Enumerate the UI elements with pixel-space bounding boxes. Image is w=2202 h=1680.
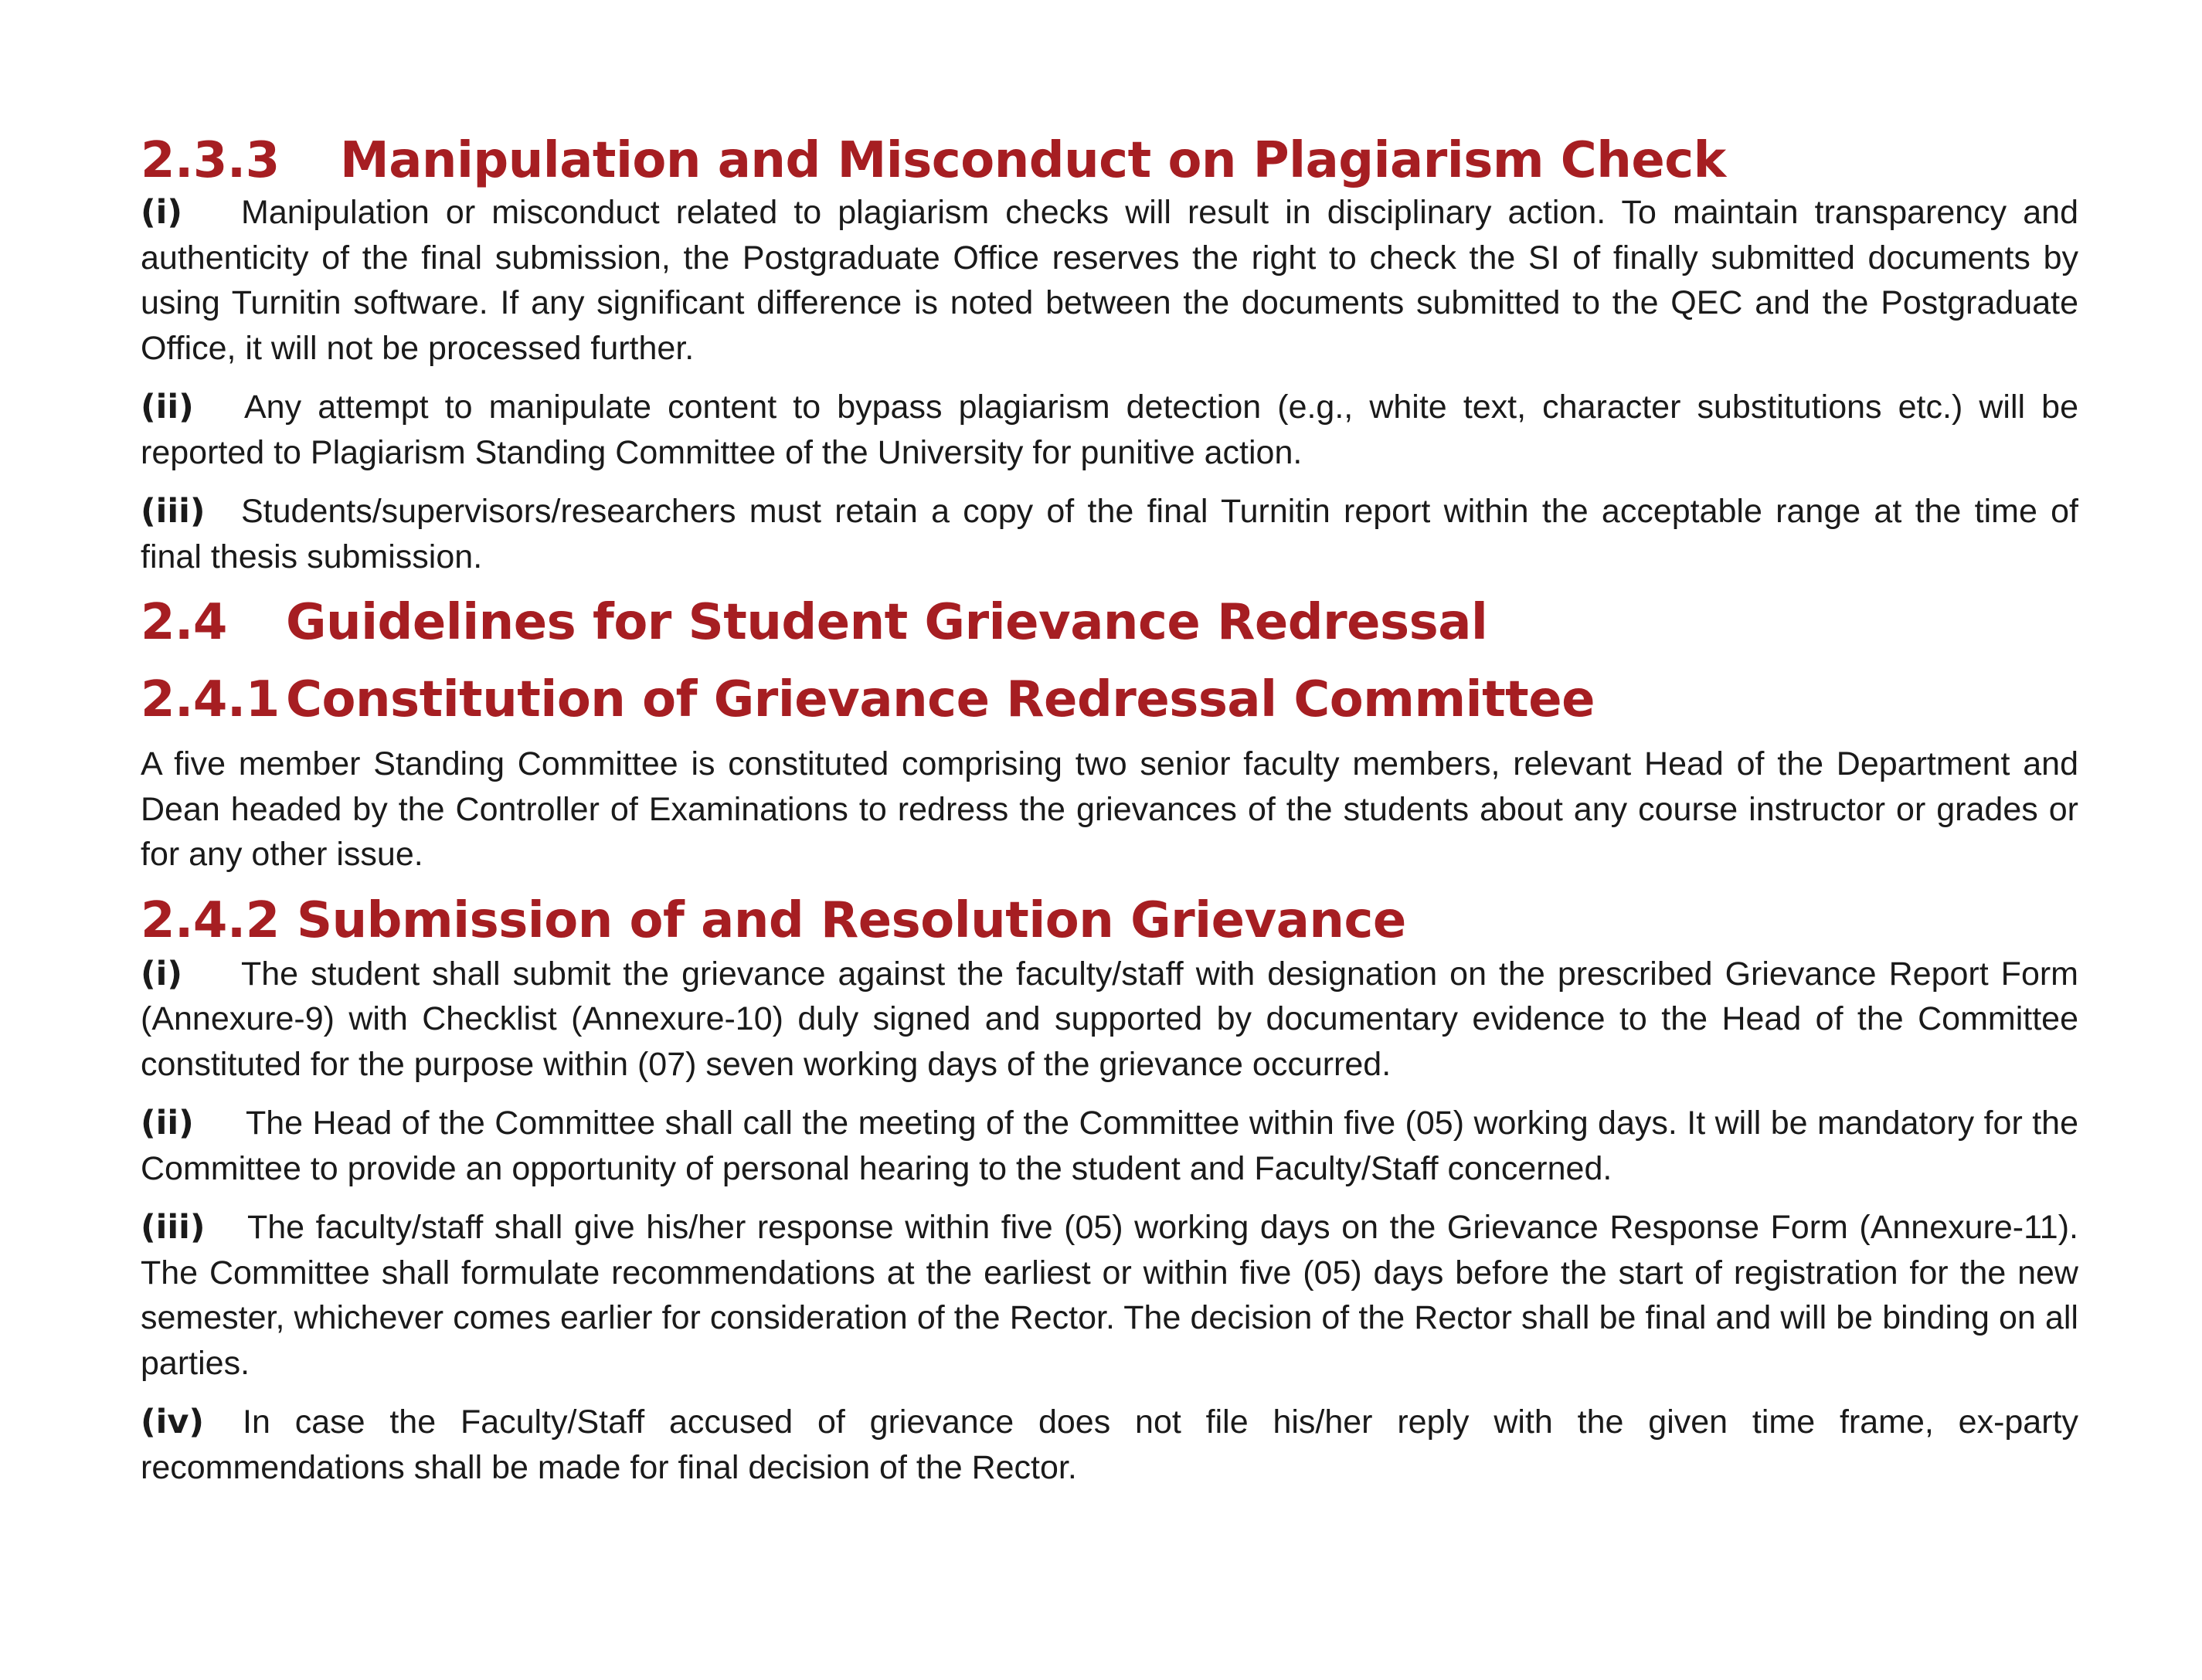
list-item (141, 1400, 2078, 1490)
item-text: The faculty/staff shall give his/her response within five (05) working days on the Grievance Response Form (Annexure-11). The Committee shall formulate recommendations at the earliest or within five (05) days before the start of registration for the new semester, whichever comes earlier for consideration of the Rector. The decision of the Rector shall be final and will be binding on all parties. (141, 1209, 2078, 1382)
section-number: 2.4 (141, 594, 227, 651)
list-item (141, 385, 2078, 475)
section-title: Submission of and Resolution Grievance (297, 891, 1406, 949)
section-heading-2-3-3 (141, 130, 2078, 192)
section-paragraph: A five member Standing Committee is constituted comprising two senior faculty members, relevant Head of the Department and Dean headed by the Controller of Examinations to redress the grievances of the students about any course instructor or grades or for any other issue. (141, 745, 2078, 873)
list-item (141, 190, 2078, 371)
section-title: Constitution of Grievance Redressal Committee (286, 671, 1595, 728)
item-marker: (i) (141, 193, 183, 232)
list-item (141, 1205, 2078, 1386)
item-text: Any attempt to manipulate content to bypass plagiarism detection (e.g., white text, character substitutions etc.) will be reported to Plagiarism Standing Committee of the University for punitive action. (141, 389, 2078, 471)
section-heading-2-4-2 (141, 890, 2078, 952)
item-marker: (iii) (141, 492, 206, 531)
item-marker: (ii) (141, 388, 194, 426)
item-marker: (ii) (141, 1104, 194, 1142)
document-page (141, 130, 2078, 1490)
item-text: The student shall submit the grievance against the faculty/staff with designation on the prescribed Grievance Report Form (Annexure-9) with Checklist (Annexure-10) duly signed and supported by documentary evidence to the Head of the Committee constituted for the purpose within (07) seven working days of the grievance occurred. (141, 955, 2078, 1083)
list-item (141, 1101, 2078, 1191)
section-heading-2-4 (141, 592, 2078, 653)
item-text: In case the Faculty/Staff accused of grievance does not file his/her reply with the given time frame, ex-party recommendations shall be made for final decision of the Rector. (141, 1403, 2078, 1486)
item-marker: (iv) (141, 1403, 205, 1441)
section-number: 2.4.2 (141, 891, 280, 949)
item-marker: (i) (141, 954, 183, 993)
item-text: Students/supervisors/researchers must retain a copy of the final Turnitin report within the acceptable range at the time of final thesis submission. (141, 493, 2078, 575)
item-text: The Head of the Committee shall call the meeting of the Committee within five (05) working days. It will be mandatory for the Committee to provide an opportunity of personal hearing to the student and Faculty/Staff concerned. (141, 1105, 2078, 1187)
section-number: 2.3.3 (141, 132, 280, 189)
section-title: Guidelines for Student Grievance Redressal (286, 594, 1488, 651)
section-title: Manipulation and Misconduct on Plagiarism Check (340, 132, 1726, 189)
section-heading-2-4-1 (141, 669, 2078, 731)
section-number: 2.4.1 (141, 671, 280, 728)
list-item (141, 489, 2078, 579)
list-item (141, 952, 2078, 1088)
item-text: Manipulation or misconduct related to plagiarism checks will result in disciplinary action. To maintain transparency and authenticity of the final submission, the Postgraduate Office reserves the right to check the SI of finally submitted documents by using Turnitin software. If any significant difference is noted between the documents submitted to the QEC and the Postgraduate Office, it will not be processed further. (141, 194, 2078, 367)
item-marker: (iii) (141, 1208, 206, 1247)
